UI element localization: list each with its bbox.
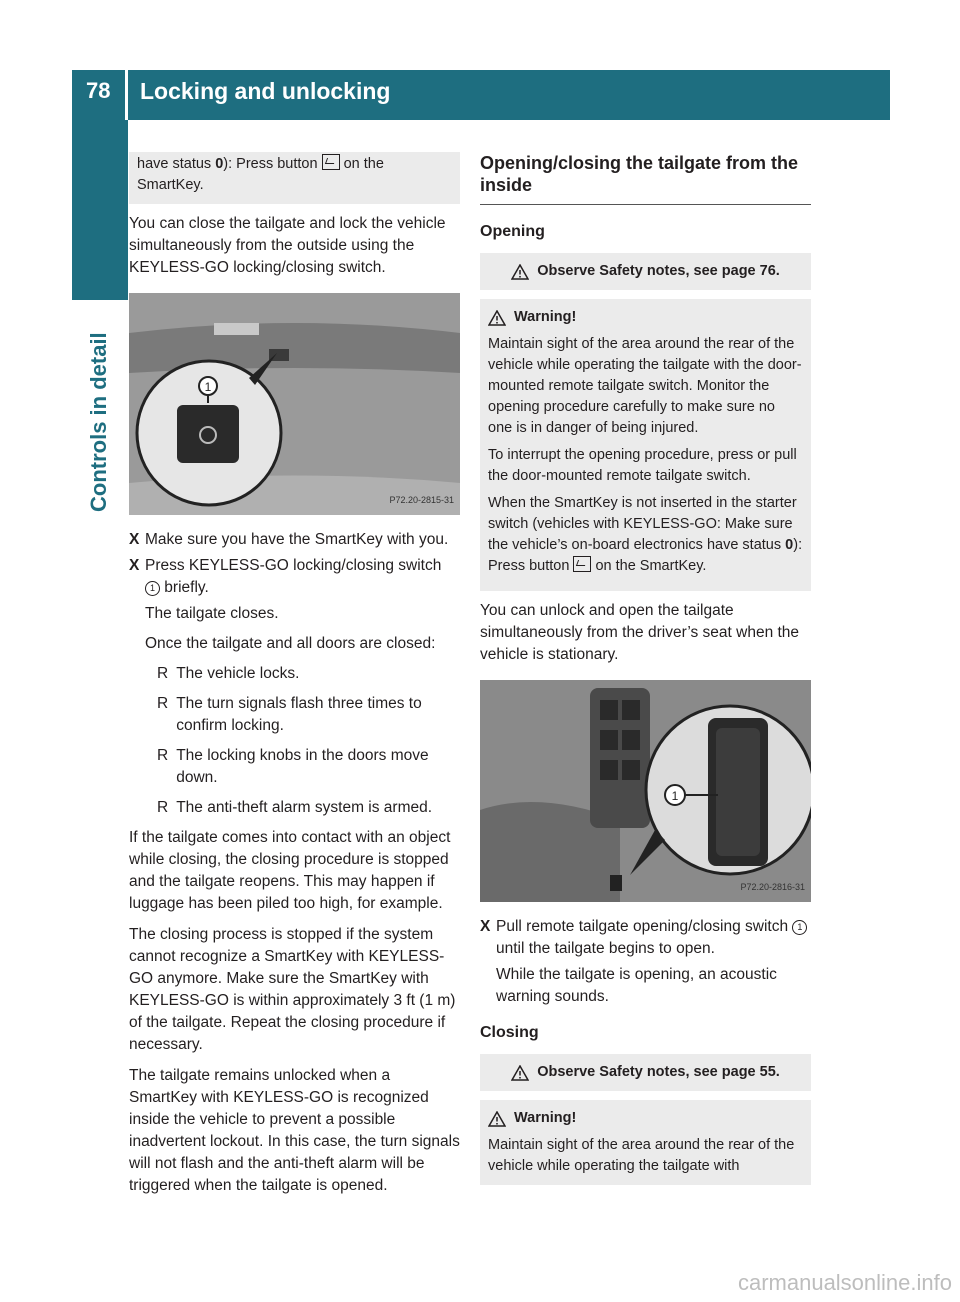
callout-1: 1: [792, 920, 807, 935]
warning-text: When the SmartKey is not inserted in the starter switch (vehicles with KEYLESS-GO: Make sure the vehicle’s on-board electronics have status: [488, 495, 797, 553]
bullet-marker: R: [157, 747, 169, 764]
bullet-text: The locking knobs in the doors move down.: [176, 747, 429, 786]
warning-triangle-icon: [488, 1111, 506, 1127]
step-marker: X: [129, 557, 140, 574]
photo-credit: P72.20-2815-31: [389, 495, 454, 505]
header-divider: [125, 70, 128, 120]
safety-note-head: [488, 1062, 803, 1083]
bullet-text: The turn signals flash three times to confirm locking.: [176, 695, 422, 734]
safety-note-head: [488, 261, 803, 282]
tailgate-illustration: [129, 293, 460, 515]
bullet-marker: R: [157, 665, 169, 682]
bullet-text: The vehicle locks.: [176, 665, 300, 682]
warning-paragraph: [488, 493, 803, 577]
bullet-marker: R: [157, 695, 169, 712]
status-value: 0: [785, 537, 794, 553]
warning-paragraph: Maintain sight of the area around the rear of the vehicle while operating the tailgate with: [488, 1137, 795, 1174]
watermark: carmanualsonline.info: [737, 1270, 952, 1295]
bullet-item: [157, 663, 460, 685]
warning-head: [488, 1108, 803, 1129]
step-text-tail: until the tailgate begins to open.: [496, 940, 715, 957]
box-text: ): Press button: [223, 156, 322, 172]
box-text: on the SmartKey.: [137, 156, 384, 193]
warning-title: Warning!: [514, 1110, 577, 1126]
left-column: [129, 152, 460, 1206]
unlock-paragraph: You can unlock and open the tailgate simultaneously from the driver’s seat when the vehicle is stationary.: [480, 602, 800, 663]
callout-1: 1: [145, 581, 160, 596]
bullet-item: [157, 745, 460, 789]
step-item: [129, 555, 460, 599]
step-text: Pull remote tailgate opening/closing switch: [496, 918, 793, 935]
side-label: Controls in detail: [86, 332, 111, 512]
result-text: The tailgate closes.: [145, 605, 279, 622]
callout-number-photo2: 1: [671, 789, 679, 803]
bullet-item: [157, 693, 460, 737]
step-item: [129, 529, 460, 551]
step-marker: X: [129, 531, 140, 548]
safety-note-box: [480, 1054, 811, 1091]
once-text: Once the tailgate and all doors are closed:: [145, 635, 436, 652]
keyless-go-switch-photo: [129, 293, 460, 515]
step-note: While the tailgate is opening, an acoustic warning sounds.: [496, 966, 777, 1005]
step-marker: X: [480, 918, 491, 935]
step-text: Press KEYLESS-GO locking/closing switch: [145, 557, 442, 574]
warning-box-continued: [129, 152, 460, 204]
paragraph: If the tailgate comes into contact with an object while closing, the closing procedure is stopped and the tailgate reopens. This may happen if luggage has been piled too high, for example.: [129, 829, 451, 912]
subheading-closing: Closing: [480, 1024, 539, 1041]
intro-paragraph: You can close the tailgate and lock the vehicle simultaneously from the outside using the KEYLESS-GO locking/closing switch.: [129, 215, 446, 276]
subheading-opening: Opening: [480, 223, 545, 240]
page-number: 78: [86, 78, 111, 103]
tailgate-button-icon: [573, 556, 591, 572]
warning-triangle-icon: [511, 264, 529, 280]
paragraph: The closing process is stopped if the system cannot recognize a SmartKey with KEYLESS-GO anymore. Make sure the SmartKey with KEYLESS-GO is within approximately 3 ft (1 m) of the tailgate. Repeat the closing procedure if necessary.: [129, 926, 456, 1053]
step-text: Make sure you have the SmartKey with you.: [145, 531, 449, 548]
photo-credit: P72.20-2816-31: [740, 882, 805, 892]
warning-head: [488, 307, 803, 328]
warning-triangle-icon: [511, 1065, 529, 1081]
section-heading: Opening/closing the tailgate from the inside: [480, 152, 811, 205]
warning-paragraph: To interrupt the opening procedure, press or pull the door-mounted remote tailgate switch.: [488, 447, 797, 484]
safety-note-box: [480, 253, 811, 290]
status-value: 0: [215, 156, 224, 172]
warning-text: ): Press button: [488, 537, 803, 574]
warning-box: [480, 1100, 811, 1185]
right-column: [480, 152, 811, 1194]
paragraph: The tailgate remains unlocked when a SmartKey with KEYLESS-GO is recognized inside the vehicle to prevent a possible inadvertent lockout. In this case, the turn signals will not flash and the anti-theft alarm will be triggered when the tailgate is opened.: [129, 1067, 460, 1194]
bullet-text: The anti-theft alarm system is armed.: [176, 799, 433, 816]
warning-text: on the SmartKey.: [591, 558, 707, 574]
door-panel-illustration: [480, 680, 811, 902]
safety-note-text: Observe Safety notes, see page 55.: [537, 1064, 780, 1080]
side-tab: [72, 120, 128, 300]
step-text-tail: briefly.: [160, 579, 209, 596]
warning-triangle-icon: [488, 310, 506, 326]
tailgate-button-icon: [322, 154, 340, 170]
step-item: [480, 916, 811, 960]
callout-number-photo1: 1: [204, 380, 212, 394]
safety-note-text: Observe Safety notes, see page 76.: [537, 263, 780, 279]
bullet-marker: R: [157, 799, 169, 816]
warning-paragraph: Maintain sight of the area around the rear of the vehicle while operating the tailgate with the door-mounted remote tailgate switch. Monitor the opening procedure carefully to make sure no one is in danger of being injured.: [488, 336, 802, 436]
warning-box: [480, 299, 811, 591]
door-switch-photo: [480, 680, 811, 902]
bullet-item: [157, 797, 460, 819]
box-text: have status: [137, 156, 216, 172]
warning-title: Warning!: [514, 309, 577, 325]
page-title: Locking and unlocking: [140, 78, 391, 104]
